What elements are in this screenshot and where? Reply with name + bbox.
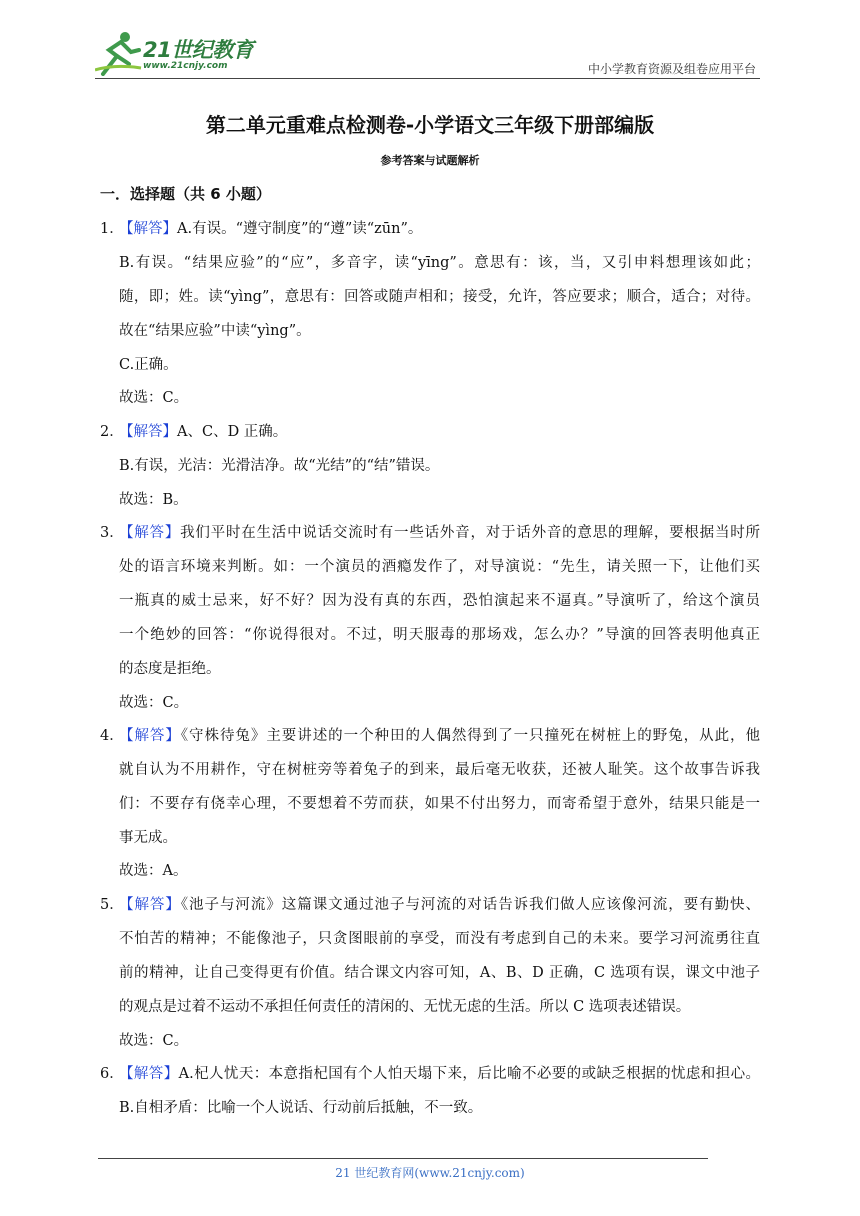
answer-line: 故在“结果应验”中读“yìng”。 — [119, 323, 311, 339]
answer-tag: 【解答】 — [119, 728, 181, 744]
answer-line: 事无成。 — [119, 830, 177, 846]
section-heading: 一．选择题（共 6 小题） — [100, 185, 271, 203]
runner-logo-icon — [95, 30, 143, 76]
answer-line: 前的精神，让自己变得更有价值。结合课文内容可知，A、B、D 正确，C 选项有误，课文中池子 — [119, 965, 760, 981]
answer-text: A.杞人忧天：本意指杞国有个人怕天塌下来，后比喻不必要的或缺乏根据的忧虑和担心。 — [178, 1066, 761, 1082]
answer-line: B.自相矛盾：比喻一个人说话、行动前后抵触，不一致。 — [119, 1100, 483, 1116]
answer-line: 故选：C。 — [119, 695, 189, 711]
item-number: 5． — [100, 897, 124, 913]
answer-line: 的观点是过着不运动不承担任何责任的清闲的、无忧无虑的生活。所以 C 选项表述错误。 — [119, 999, 691, 1015]
logo-url: www.21cnjy.com — [143, 61, 228, 71]
answer-text: 《池子与河流》这篇课文通过池子与河流的对话告诉我们做人应该像河流，要有勤快、 — [180, 897, 761, 913]
answer-tag: 【解答】 — [119, 424, 177, 440]
answer-line: 的态度是拒绝。 — [119, 661, 221, 677]
answer-line — [119, 726, 760, 746]
item-number: 1． — [100, 221, 124, 237]
page-subtitle: 参考答案与试题解析 — [380, 154, 480, 167]
footer-divider — [98, 1158, 708, 1159]
answer-text: A.有误。“遵守制度”的“遵”读“zūn”。 — [177, 221, 423, 237]
answer-text: A、C、D 正确。 — [177, 424, 288, 440]
answer-text: 《守株待兔》主要讲述的一个种田的人偶然得到了一只撞死在树桩上的野兔，从此，他 — [180, 728, 761, 744]
answer-line: 随，即；姓。读“yìng”，意思有：回答或随声相和；接受，允许，答应要求；顺合，适合；对待。 — [119, 289, 760, 305]
answer-line: 处的语言环境来判断。如：一个演员的酒瘾发作了，对导演说：“先生，请关照一下，让他们买 — [119, 559, 760, 575]
answer-line: C.正确。 — [119, 357, 178, 373]
answer-text: 我们平时在生活中说话交流时有一些话外音，对于话外音的意思的理解，要根据当时所 — [180, 525, 760, 541]
answer-tag: 【解答】 — [119, 221, 177, 237]
header-divider — [95, 78, 760, 79]
answer-line: 故选：A。 — [119, 863, 188, 879]
page-header — [95, 30, 760, 80]
logo-text: 21世纪教育 — [143, 38, 254, 62]
answer-tag: 【解答】 — [119, 897, 181, 913]
answer-line: 故选：C。 — [119, 390, 189, 406]
item-number: 3． — [100, 525, 124, 541]
answer-line — [119, 1064, 760, 1084]
answer-line: 故选：B。 — [119, 492, 188, 508]
answer-line: B.有误，光洁：光滑洁净。故“光结”的“结”错误。 — [119, 458, 440, 474]
answer-tag: 【解答】 — [119, 1066, 179, 1082]
answer-line: 不怕苦的精神；不能像池子，只贪图眼前的享受，而没有考虑到自己的未来。要学习河流勇往直 — [119, 931, 760, 947]
answer-line: 一瓶真的威士忌来，好不好？因为没有真的东西，恐怕演起来不逼真。”导演听了，给这个演员 — [119, 593, 760, 609]
answer-line — [119, 422, 287, 442]
answer-line: 一个绝妙的回答：“你说得很对。不过，明天服毒的那场戏，怎么办？”导演的回答表明他真正 — [119, 627, 760, 643]
answer-line — [119, 523, 760, 543]
answer-tag: 【解答】 — [119, 525, 181, 541]
page-title: 第二单元重难点检测卷-小学语文三年级下册部编版 — [205, 113, 655, 137]
answer-line — [119, 895, 760, 915]
answer-line: 就自认为不用耕作，守在树桩旁等着兔子的到来，最后毫无收获，还被人耻笑。这个故事告诉我 — [119, 762, 760, 778]
footer-link[interactable]: 21 世纪教育网(www.21cnjy.com) — [335, 1166, 525, 1180]
answer-line — [119, 219, 422, 239]
platform-label: 中小学教育资源及组卷应用平台 — [587, 62, 756, 76]
answer-line: 们：不要存有侥幸心理，不要想着不劳而获，如果不付出努力，而寄希望于意外，结果只能是一 — [119, 796, 760, 812]
item-number: 6． — [100, 1066, 124, 1082]
item-number: 4． — [100, 728, 124, 744]
site-logo[interactable] — [95, 30, 265, 78]
answer-line: 故选：C。 — [119, 1033, 189, 1049]
item-number: 2． — [100, 424, 124, 440]
answer-line: B.有误。“结果应验”的“应”，多音字，读“yīng”。意思有：该，当，又引申料想理该如此； — [119, 255, 760, 271]
